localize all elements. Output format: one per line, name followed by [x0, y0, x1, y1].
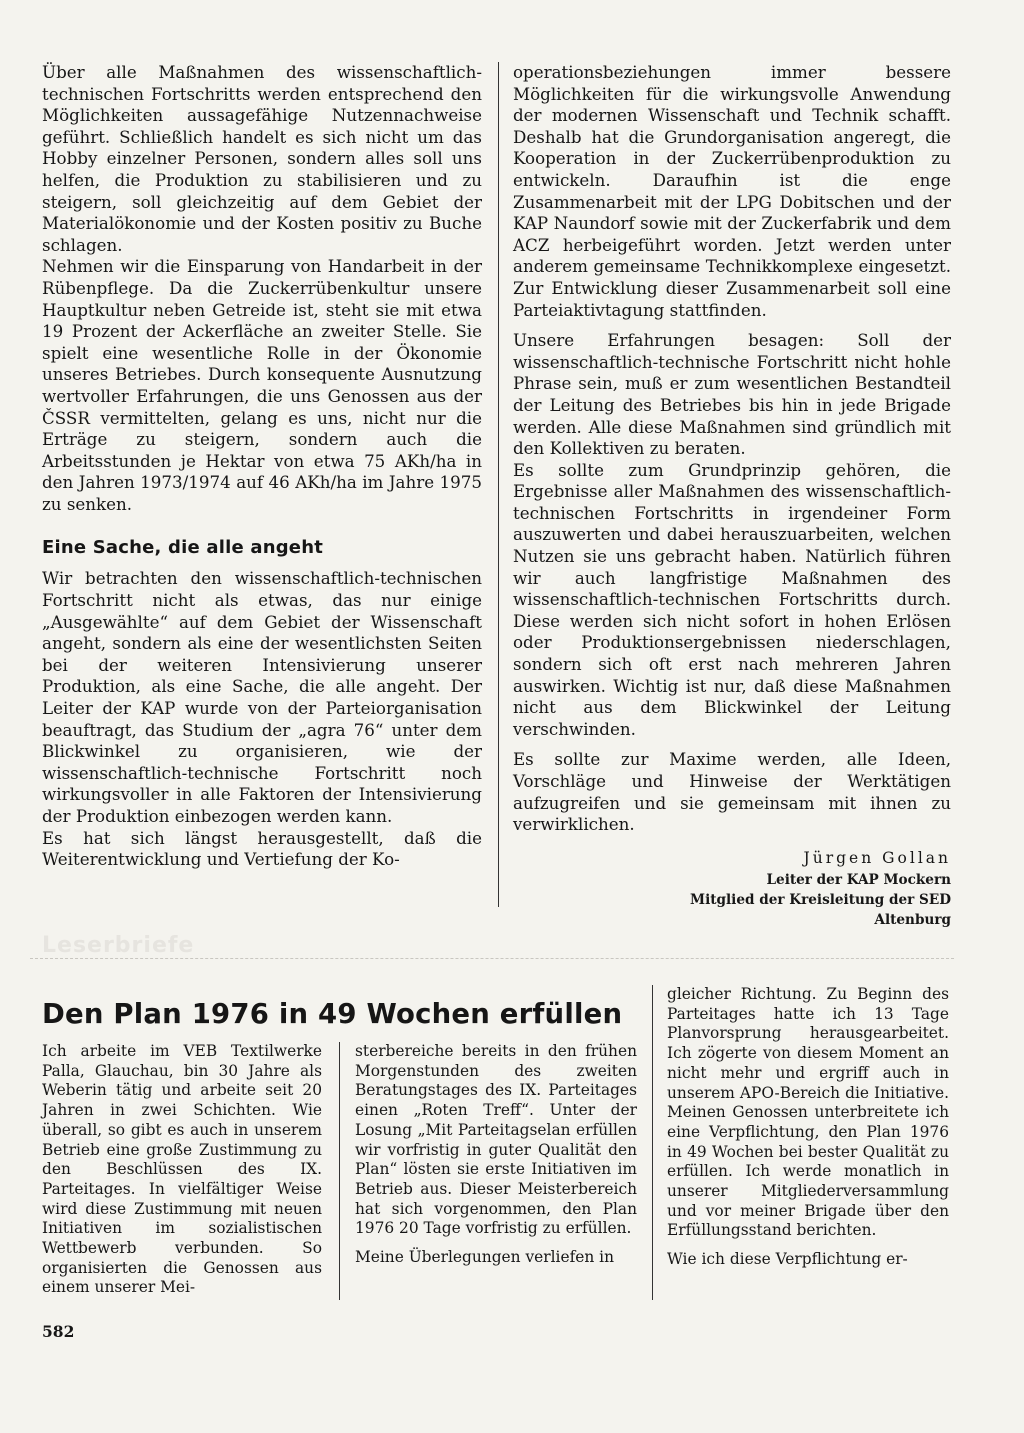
letter-column-1: [42, 1042, 322, 1298]
section-label: Leserbriefe: [42, 933, 195, 958]
letter-column-3: [667, 985, 949, 1270]
paragraph: Es sollte zum Grundprinzip gehören, die Ergebnisse aller Maßnahmen des wissenschaftlich-technischen Fortschritts in irgendeiner Form auszuwerten und dabei herauszuarbeiten, welchen Nutzen sie uns gebracht haben. Natürlich führen wir auch langfristige Maßnahmen des wissenschaftlich-technischen Fortschritts durch. Diese werden sich nicht sofort in hohen Erlösen oder Produktionsergebnissen niederschlagen, sondern sich oft erst nach mehreren Jahren auswirken. Wichtig ist nur, daß diese Maßnahmen nicht aus dem Blickwinkel der Leitung verschwinden.: [513, 459, 951, 739]
letter-column-2: [355, 1042, 637, 1268]
paragraph: Nehmen wir die Einsparung von Handarbeit in der Rübenpflege. Da die Zuckerrübenkultur unsere Hauptkultur neben Getreide ist, steht sie mit etwa 19 Prozent der Ackerfläche an zweiter Stelle. Sie spielt eine wesentliche Rolle in der Ökonomie unseres Betriebes. Durch konsequente Ausnutzung wertvoller Erfahrungen, die uns Genossen aus der ČSSR vermittelten, gelang es uns, nicht nur die Erträge zu steigern, sondern auch die Arbeitsstunden je Hektar von etwa 75 AKh/ha in den Jahren 1973/1974 auf 46 AKh/ha im Jahre 1975 zu senken.: [42, 256, 482, 514]
article-left-column: [42, 62, 482, 871]
author-location: Altenburg: [874, 911, 951, 928]
paragraph: operationsbeziehungen immer bessere Möglichkeiten für die wirkungsvolle Anwendung der modernen Wissenschaft und Technik schafft. Deshalb hat die Grundorganisation angeregt, die Kooperation in der Zuckerrübenproduktion zu entwickeln. Daraufhin ist die enge Zusammenarbeit mit der LPG Dobitschen und der KAP Naundorf sowie mit der Zuckerfabrik und dem ACZ herbeigeführt worden. Jetzt werden unter anderem gemeinsame Technikkomplexe eingesetzt. Zur Entwicklung dieser Zusammenarbeit soll eine Parteiaktivtagung stattfinden.: [513, 62, 951, 320]
paragraph: sterbereiche bereits in den frühen Morgenstunden des zweiten Beratungstages des IX. Parteitages einen „Roten Treff“. Unter der Losung „Mit Parteitagselan erfüllen wir vorfristig in guter Qualität den Plan“ lösten sie erste Initiativen im Betrieb aus. Dieser Meisterbereich hat sich vorgenommen, den Plan 1976 20 Tage vorfristig zu erfüllen.: [355, 1042, 637, 1238]
author-title: Leiter der KAP Mockern: [766, 871, 951, 888]
letter-headline: Den Plan 1976 in 49 Wochen erfüllen: [42, 998, 623, 1031]
paragraph: Wir betrachten den wissenschaftlich-technischen Fortschritt nicht als etwas, das nur einige „Ausgewählte“ auf dem Gebiet der Wissenschaft angeht, sondern als eine der wesentlichsten Seiten bei der weiteren Intensivierung unserer Produktion, als eine Sache, die alle angeht. Der Leiter der KAP wurde von der Parteiorganisation beauftragt, das Studium der „agra 76“ unter dem Blickwinkel zu organisieren, wie der wissenschaftlich-technische Fortschritt noch wirkungsvoller in alle Faktoren der Intensivierung der Produktion einbezogen werden kann.: [42, 568, 482, 826]
section-divider: [30, 958, 954, 959]
column-divider: [498, 62, 499, 907]
article-right-column: [513, 62, 951, 930]
article-subheading: Eine Sache, die alle angeht: [42, 537, 324, 559]
column-divider: [652, 985, 653, 1300]
paragraph: Wie ich diese Verpflichtung er-: [667, 1250, 908, 1269]
paragraph: Meine Überlegungen verliefen in: [355, 1248, 615, 1267]
author-membership: Mitglied der Kreisleitung der SED: [690, 891, 951, 908]
author-name: Jürgen Gollan: [803, 848, 951, 867]
paragraph: Es sollte zur Maxime werden, alle Ideen, Vorschläge und Hinweise der Werktätigen aufzugreifen und sie gemeinsam mit ihnen zu verwirklichen.: [513, 749, 951, 835]
column-divider: [339, 1042, 340, 1300]
paragraph: Über alle Maßnahmen des wissenschaftlich-technischen Fortschritts werden entsprechend den Möglichkeiten aussagefähige Nutzennachweise geführt. Schließlich handelt es sich nicht um das Hobby einzelner Personen, sondern alles soll uns helfen, die Produktion zu stabilisieren und zu steigern, soll gleichzeitig auf dem Gebiet der Materialökonomie und der Kosten positiv zu Buche schlagen.: [42, 62, 482, 255]
paragraph: Ich arbeite im VEB Textilwerke Palla, Glauchau, bin 30 Jahre als Weberin tätig und arbeite seit 20 Jahren in zwei Schichten. Wie überall, so gibt es auch in unserem Betrieb eine große Zustimmung zu den Beschlüssen des IX. Parteitages. In vielfältiger Weise wird diese Zustimmung mit neuen Initiativen im sozialistischen Wettbewerb verbunden. So organisierten die Genossen aus einem unserer Mei-: [42, 1042, 322, 1297]
page-number: 582: [42, 1322, 75, 1341]
signature-block: [513, 848, 951, 930]
paragraph: gleicher Richtung. Zu Beginn des Parteitages hatte ich 13 Tage Planvorsprung herausgearbeitet. Ich zögerte von diesem Moment an nicht mehr und ergriff auch in unserem APO-Bereich die Initiative. Meinen Genossen unterbreitete ich eine Verpflichtung, den Plan 1976 in 49 Wochen bei bester Qualität zu erfüllen. Ich werde monatlich in unserer Mitgliederversammlung und vor meiner Brigade über den Erfüllungsstand berichten.: [667, 985, 949, 1240]
paragraph: Unsere Erfahrungen besagen: Soll der wissenschaftlich-technische Fortschritt nicht hohle Phrase sein, muß er zum wesentlichen Bestandteil der Leitung des Betriebes bis hin in jede Brigade werden. Alle diese Maßnahmen sind gründlich mit den Kollektiven zu beraten.: [513, 330, 951, 459]
paragraph: Es hat sich längst herausgestellt, daß die Weiterentwicklung und Vertiefung der Ko-: [42, 827, 482, 870]
